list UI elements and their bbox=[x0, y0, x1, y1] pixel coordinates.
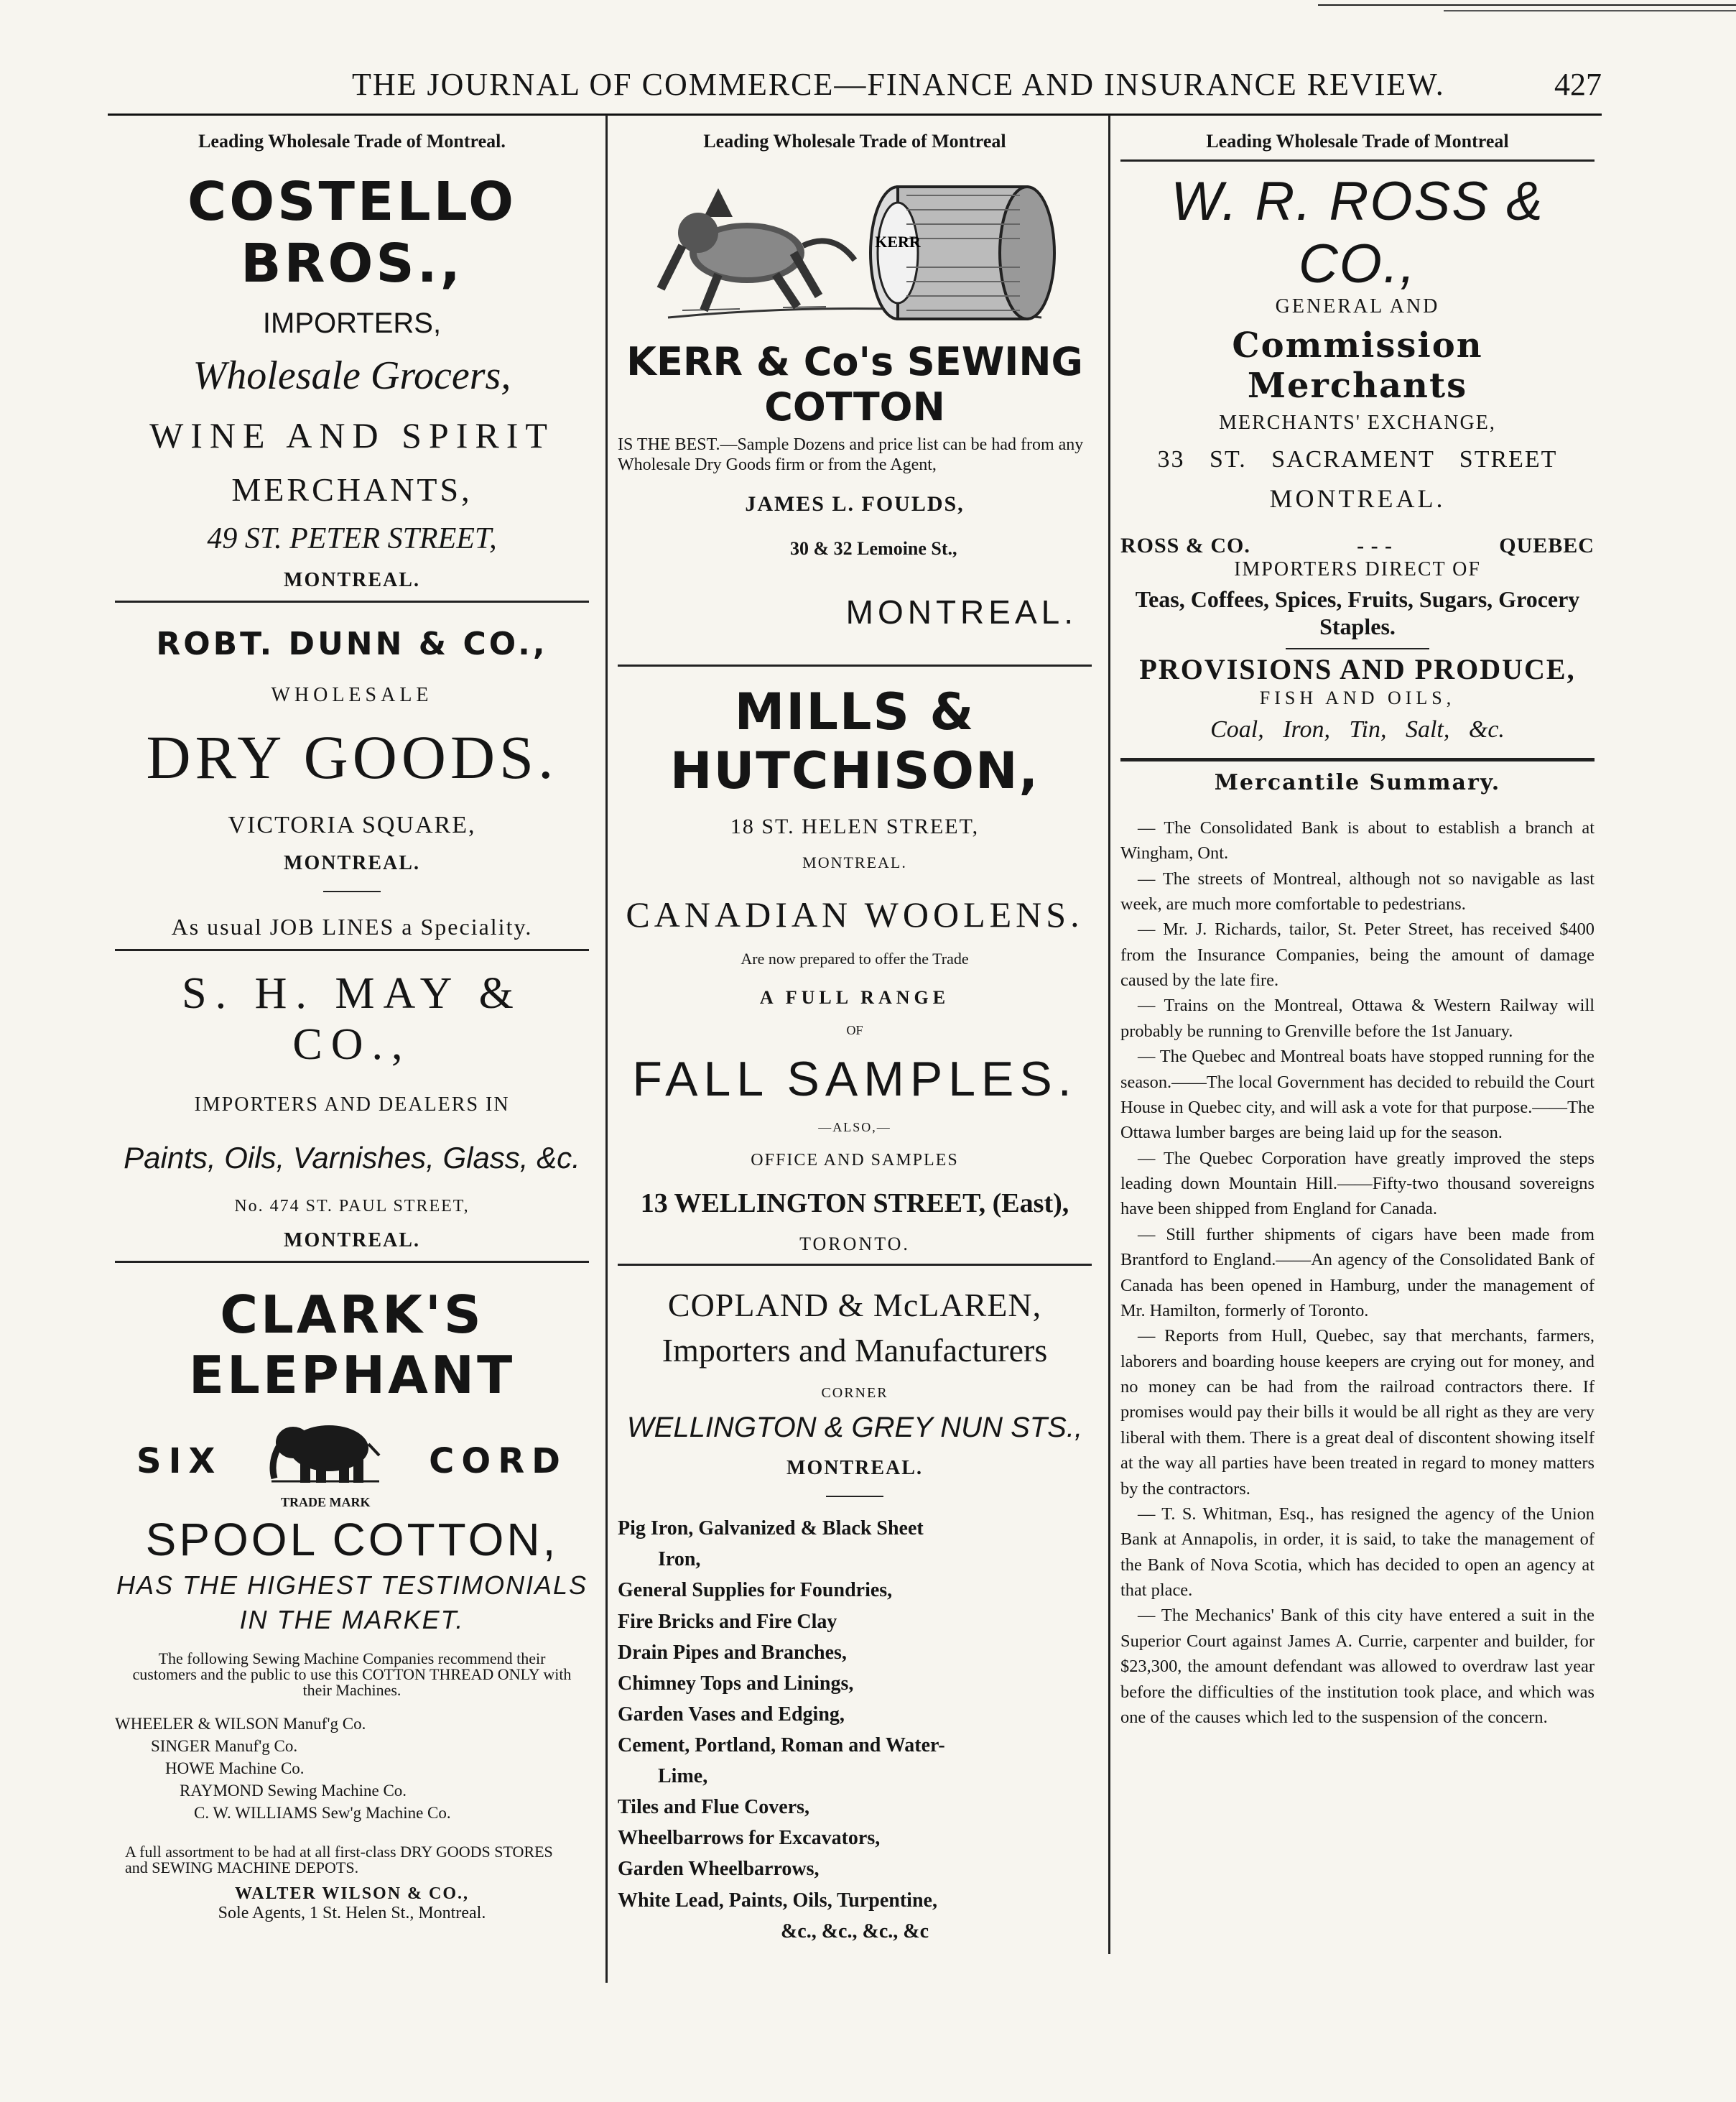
journal-title: THE JOURNAL OF COMMERCE—FINANCE AND INSURANCE REVIEW. bbox=[352, 67, 1445, 102]
street-address: 30 & 32 Lemoine St., bbox=[790, 538, 957, 560]
section-rule bbox=[115, 1261, 589, 1263]
advertiser-name: COPLAND & McLAREN, bbox=[667, 1287, 1042, 1324]
short-rule bbox=[1286, 648, 1429, 649]
street-address: 18 ST. HELEN STREET, bbox=[730, 815, 980, 839]
testimonial-line: HAS THE HIGHEST TESTIMONIALS bbox=[116, 1570, 588, 1600]
dog-and-spool-illustration bbox=[639, 167, 1070, 332]
trade-line: WHOLESALE bbox=[271, 684, 433, 706]
may-advert bbox=[115, 968, 589, 1252]
branch-name: ROSS & CO. bbox=[1120, 534, 1250, 557]
goods-item: Pig Iron, Galvanized & Black Sheet bbox=[618, 1517, 924, 1540]
street-address: WELLINGTON & GREY NUN STS., bbox=[626, 1412, 1083, 1444]
company-item: WHEELER & WILSON Manuf'g Co. bbox=[115, 1715, 366, 1733]
top-edge-rule-2 bbox=[1444, 10, 1736, 11]
trade-line: Are now prepared to offer the Trade bbox=[741, 950, 969, 968]
trade-line: DRY GOODS. bbox=[146, 723, 558, 792]
company-item: C. W. WILLIAMS Sew'g Machine Co. bbox=[194, 1804, 451, 1823]
goods-list bbox=[618, 1513, 1092, 1915]
news-paragraph: — T. S. Whitman, Esq., has resigned the agency of the Union Bank at Annapolis, in order, it is said, to take the management of the Bank of Nova Scotia, which has decided to open an agency at that place. bbox=[1120, 1504, 1595, 1601]
short-rule bbox=[323, 891, 381, 892]
trade-line: MERCHANTS' EXCHANGE, bbox=[1219, 412, 1496, 434]
trade-line: FISH AND OILS, bbox=[1259, 687, 1456, 708]
trade-line: IMPORTERS DIRECT OF bbox=[1234, 558, 1481, 580]
branch-dashes: - - - bbox=[1357, 534, 1393, 557]
city-name: MONTREAL. bbox=[284, 1229, 420, 1251]
news-paragraph: — Still further shipments of cigars have been made from Brantford to England.——An agency of the Consolidated Bank of Canada has been opened in Hamburg, under the management of Mr. Hamilton, formerly of Toronto. bbox=[1120, 1224, 1595, 1320]
six-label: SIX bbox=[136, 1441, 223, 1481]
trade-line: WINE AND SPIRIT bbox=[149, 415, 554, 455]
company-list bbox=[115, 1713, 589, 1824]
copland-advert bbox=[618, 1286, 1092, 1943]
section-heading: Mercantile Summary. bbox=[1214, 769, 1501, 795]
trade-line: MERCHANTS, bbox=[231, 471, 473, 508]
advert-body: IS THE BEST.—Sample Dozens and price list can be had from any Wholesale Dry Goods firm or from the Agent, bbox=[618, 435, 1084, 474]
trade-line: PROVISIONS AND PRODUCE, bbox=[1139, 652, 1576, 685]
trade-line: CORNER bbox=[821, 1385, 888, 1402]
trade-line: IMPORTERS AND DEALERS IN bbox=[194, 1093, 510, 1116]
column-divider-2 bbox=[1108, 115, 1110, 1954]
city-name: MONTREAL. bbox=[802, 853, 907, 872]
kerr-advert bbox=[618, 167, 1092, 631]
costello-advert bbox=[115, 171, 589, 592]
city-name: MONTREAL. bbox=[284, 569, 420, 591]
recommendation-text: The following Sewing Machine Companies recommend their customers and the public to use this COTTON THREAD ONLY with their Machines. bbox=[132, 1649, 572, 1699]
top-edge-rule bbox=[1318, 4, 1736, 6]
section-rule bbox=[1120, 758, 1595, 761]
page-number: 427 bbox=[1554, 67, 1602, 102]
cord-label: CORD bbox=[429, 1441, 567, 1481]
street-address: VICTORIA SQUARE, bbox=[228, 812, 476, 838]
street-address: 49 ST. PETER STREET, bbox=[207, 522, 497, 555]
goods-item: Fire Bricks and Fire Clay bbox=[618, 1610, 837, 1633]
ross-advert bbox=[1120, 170, 1595, 744]
clarks-advert bbox=[115, 1284, 589, 1923]
section-rule bbox=[115, 949, 589, 951]
trade-line: Teas, Coffees, Spices, Fruits, Sugars, Grocery Staples. bbox=[1135, 586, 1580, 640]
news-paragraph: — The Consolidated Bank is about to establish a branch at Wingham, Ont. bbox=[1120, 818, 1595, 864]
news-paragraph: — Mr. J. Richards, tailor, St. Peter Street, has received $400 from the Insurance Companies, being the amount of damage caused by the late fire. bbox=[1120, 920, 1595, 991]
column-1 bbox=[115, 122, 589, 1966]
city-name: MONTREAL. bbox=[845, 593, 1077, 631]
goods-item: Wheelbarrows for Excavators, bbox=[618, 1827, 881, 1850]
goods-item: Cement, Portland, Roman and Water- bbox=[618, 1733, 945, 1756]
advertiser-name: S. H. MAY & CO., bbox=[182, 969, 522, 1069]
header-rule bbox=[108, 114, 1602, 116]
product-line: SPOOL COTTON, bbox=[145, 1514, 559, 1565]
advertiser-name: ROBT. DUNN & CO., bbox=[156, 626, 548, 662]
goods-item: Garden Wheelbarrows, bbox=[618, 1858, 820, 1881]
section-label: Leading Wholesale Trade of Montreal. bbox=[198, 131, 506, 152]
section-rule bbox=[1120, 159, 1595, 162]
mills-advert bbox=[618, 682, 1092, 1255]
goods-item: White Lead, Paints, Oils, Turpentine, bbox=[618, 1889, 937, 1912]
news-paragraph: — The Mechanics' Bank of this city have entered a suit in the Superior Court against James A. Currie, carpenter and builder, for $23,300, the amount defendant was allowed to overdraw last year before the difficulties of the institution took place, and which was one of the causes which led to the suspension of the concern. bbox=[1120, 1606, 1595, 1727]
trade-line: —ALSO,— bbox=[818, 1120, 891, 1135]
street-address: No. 474 ST. PAUL STREET, bbox=[234, 1197, 470, 1216]
trade-line: Importers and Manufacturers bbox=[662, 1332, 1048, 1369]
column-divider-1 bbox=[605, 115, 608, 1983]
agent-name: JAMES L. FOULDS, bbox=[745, 492, 965, 517]
news-paragraph: — Reports from Hull, Quebec, say that merchants, farmers, laborers and boarding house keepers are crying out for money, and no money can be had from the railroad contractors there. If promises would pay their bills it would be all right as they are very liberal with them. There is a great deal of discontent showing itself at the way all parties have been treated in regard to money matters by the contractors. bbox=[1120, 1326, 1595, 1499]
goods-item: Chimney Tops and Linings, bbox=[618, 1672, 854, 1695]
trade-line: A FULL RANGE bbox=[759, 987, 950, 1009]
trade-line: Paints, Oils, Varnishes, Glass, &c. bbox=[124, 1141, 580, 1175]
goods-item: Drain Pipes and Branches, bbox=[618, 1641, 847, 1664]
company-item: SINGER Manuf'g Co. bbox=[151, 1737, 298, 1756]
advertiser-name: KERR & Co's SEWING COTTON bbox=[626, 339, 1083, 430]
section-rule bbox=[618, 665, 1092, 667]
company-item: RAYMOND Sewing Machine Co. bbox=[180, 1782, 407, 1800]
page-header bbox=[108, 66, 1602, 109]
advertiser-name: MILLS & HUTCHISON, bbox=[669, 682, 1040, 801]
advertiser-name: W. R. ROSS & CO., bbox=[1171, 171, 1544, 295]
trademark-label: TRADE MARK bbox=[281, 1495, 371, 1509]
section-rule bbox=[115, 601, 589, 603]
section-label: Leading Wholesale Trade of Montreal bbox=[703, 131, 1006, 152]
trade-line: FALL SAMPLES. bbox=[632, 1052, 1077, 1107]
trade-line: GENERAL AND bbox=[1275, 295, 1440, 318]
agent-name: WALTER WILSON & CO., bbox=[234, 1884, 470, 1904]
spool-label: KERR bbox=[875, 233, 921, 251]
goods-item: General Supplies for Foundries, bbox=[618, 1579, 893, 1602]
trade-line: Wholesale Grocers, bbox=[192, 353, 511, 398]
city-name: TORONTO. bbox=[799, 1233, 910, 1255]
short-rule bbox=[826, 1496, 883, 1497]
six-cord-row bbox=[136, 1412, 567, 1510]
mercantile-summary bbox=[1120, 770, 1595, 1731]
trade-line: Commission Merchants bbox=[1232, 325, 1483, 406]
goods-item: Garden Vases and Edging, bbox=[618, 1703, 845, 1726]
testimonial-line: IN THE MARKET. bbox=[239, 1605, 465, 1634]
city-name: MONTREAL. bbox=[786, 1457, 923, 1480]
news-paragraph: — The Quebec and Montreal boats have stopped running for the season.——The local Government has decided to rebuild the Court House in Quebec city, and will ask a vote for that purpose.——The Ottawa lumber barges are being laid up for the season. bbox=[1120, 1047, 1595, 1143]
dunn-advert bbox=[115, 626, 589, 940]
goods-item: Lime, bbox=[658, 1765, 708, 1788]
trade-line: IMPORTERS, bbox=[262, 307, 442, 339]
city-name: MONTREAL. bbox=[1269, 484, 1446, 513]
goods-item: Iron, bbox=[658, 1548, 701, 1571]
branch-city: QUEBEC bbox=[1499, 534, 1595, 557]
trade-line: Coal, Iron, Tin, Salt, &c. bbox=[1210, 716, 1505, 743]
goods-item: Tiles and Flue Covers, bbox=[618, 1796, 810, 1819]
assortment-text: A full assortment to be had at all first-class DRY GOODS STORES and SEWING MACHINE DEPOTS. bbox=[125, 1843, 553, 1877]
advertiser-name: COSTELLO BROS., bbox=[187, 171, 517, 295]
column-2 bbox=[618, 122, 1092, 1966]
trade-line: CANADIAN WOOLENS. bbox=[626, 894, 1084, 935]
branch-row bbox=[1120, 534, 1595, 558]
speciality-line: As usual JOB LINES a Speciality. bbox=[171, 914, 533, 940]
street-address: 13 WELLINGTON STREET, (East), bbox=[640, 1188, 1069, 1219]
etcetera-line: &c., &c., &c., &c bbox=[780, 1920, 929, 1943]
news-paragraph: — The streets of Montreal, although not so navigable as last week, are much more comfortable to pedestrians. bbox=[1120, 869, 1595, 914]
agent-address: Sole Agents, 1 St. Helen St., Montreal. bbox=[218, 1904, 486, 1923]
news-items bbox=[1120, 815, 1595, 1731]
street-address: 33 ST. SACRAMENT STREET bbox=[1157, 446, 1558, 473]
section-label: Leading Wholesale Trade of Montreal bbox=[1206, 131, 1509, 152]
news-paragraph: — The Quebec Corporation have greatly improved the steps leading down Mountain Hill.——Fifty-two thousand sovereigns have been shipped from England for Canada. bbox=[1120, 1148, 1595, 1219]
elephant-trademark bbox=[264, 1412, 386, 1510]
column-3 bbox=[1120, 122, 1595, 1966]
elephant-icon bbox=[264, 1412, 386, 1491]
trade-line: OF bbox=[846, 1023, 863, 1038]
advertiser-name: CLARK'S ELEPHANT bbox=[188, 1284, 516, 1405]
section-rule bbox=[618, 1264, 1092, 1266]
city-name: MONTREAL. bbox=[284, 852, 420, 874]
company-item: HOWE Machine Co. bbox=[165, 1759, 305, 1778]
news-paragraph: — Trains on the Montreal, Ottawa & Western Railway will probably be running to Grenville before the 1st January. bbox=[1120, 996, 1595, 1041]
trade-line: OFFICE AND SAMPLES bbox=[751, 1151, 959, 1170]
